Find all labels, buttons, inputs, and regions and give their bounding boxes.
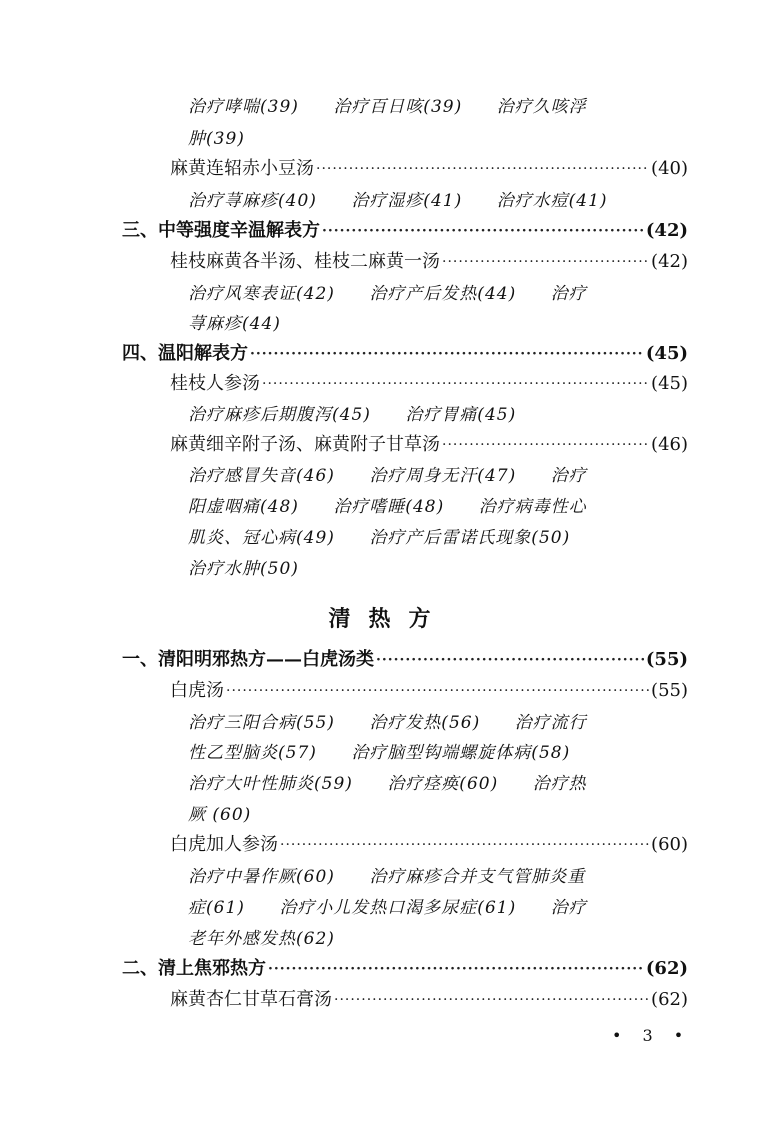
toc-entry-page: (60) <box>651 834 688 855</box>
toc-section-number: 四、 <box>122 343 158 364</box>
toc-note-line <box>188 554 299 584</box>
toc-section-page: (42) <box>645 220 688 241</box>
toc-note: 治疗麻疹后期腹泻(45) <box>188 405 371 425</box>
toc-entry[interactable] <box>170 830 688 860</box>
toc-note: 治疗胃痛(45) <box>405 405 517 425</box>
toc-leader-dots <box>376 645 644 675</box>
toc-note: 治疗周身无汗(47) <box>369 466 517 486</box>
toc-note: 治疗流行 <box>514 713 587 733</box>
toc-note-line <box>188 492 587 522</box>
toc-entry-page: (46) <box>651 434 688 455</box>
toc-note: 治疗水痘(41) <box>496 191 608 211</box>
toc-section-number: 一、 <box>122 649 158 670</box>
toc-note: 治疗脑型钩端螺旋体病(58) <box>351 743 571 763</box>
toc-entry-page: (40) <box>651 158 688 179</box>
toc-note: 治疗产后雷诺氏现象(50) <box>369 528 571 548</box>
toc-note: 治疗产后发热(44) <box>369 284 517 304</box>
toc-note-line <box>188 862 585 892</box>
toc-entry[interactable] <box>170 247 688 277</box>
toc-note-line <box>188 279 587 309</box>
toc-note: 治疗痉痪(60) <box>387 774 499 794</box>
toc-entry-title: 桂枝人参汤 <box>170 373 260 394</box>
toc-note: 治疗 <box>550 898 587 918</box>
toc-note: 治疗发热(56) <box>369 713 481 733</box>
toc-note: 性乙型脑炎(57) <box>188 743 317 763</box>
toc-note-line <box>188 400 516 430</box>
toc-note: 肿(39) <box>188 129 245 149</box>
toc-note-line <box>188 309 281 339</box>
toc-leader-dots <box>226 676 649 706</box>
toc-note-line <box>188 924 335 954</box>
toc-section[interactable] <box>122 954 688 984</box>
toc-note: 治疗三阳合病(55) <box>188 713 335 733</box>
toc-note-line <box>188 769 587 799</box>
toc-entry-page: (45) <box>651 373 688 394</box>
toc-leader-dots <box>268 954 644 984</box>
toc-entry-title: 白虎加人参汤 <box>170 834 278 855</box>
toc-entry[interactable] <box>170 430 688 460</box>
toc-section-page: (62) <box>645 958 688 979</box>
toc-note: 荨麻疹(44) <box>188 314 281 334</box>
toc-section-title: 清上焦邪热方 <box>158 958 266 979</box>
toc-note: 治疗湿疹(41) <box>351 191 463 211</box>
toc-section[interactable] <box>122 216 688 246</box>
toc-note: 症(61) <box>188 898 245 918</box>
toc-entry-title: 麻黄连轺赤小豆汤 <box>170 158 314 179</box>
toc-entry-title: 桂枝麻黄各半汤、桂枝二麻黄一汤 <box>170 251 440 272</box>
toc-note: 治疗感冒失音(46) <box>188 466 335 486</box>
toc-note: 治疗水肿(50) <box>188 559 299 579</box>
toc-note: 治疗大叶性肺炎(59) <box>188 774 353 794</box>
toc-section[interactable] <box>122 339 688 369</box>
page-number: • 3 • <box>612 1026 692 1045</box>
toc-leader-dots <box>250 339 644 369</box>
toc-note-line <box>188 708 587 738</box>
toc-note: 治疗 <box>550 284 587 304</box>
toc-note: 老年外感发热(62) <box>188 929 335 949</box>
toc-entry-title: 白虎汤 <box>170 680 224 701</box>
toc-leader-dots <box>442 430 649 460</box>
toc-section-number: 三、 <box>122 220 158 241</box>
toc-note: 治疗麻疹合并支气管肺炎重 <box>369 867 586 887</box>
toc-entry-page: (62) <box>651 989 688 1010</box>
toc-note-line <box>188 893 587 923</box>
toc-section-page: (55) <box>645 649 688 670</box>
toc-leader-dots <box>262 369 649 399</box>
toc-note: 治疗病毒性心 <box>478 497 587 517</box>
toc-note: 肌炎、冠心病(49) <box>188 528 335 548</box>
toc-note: 治疗嗜睡(48) <box>333 497 445 517</box>
toc-note: 治疗 <box>550 466 587 486</box>
toc-note-line <box>188 186 608 216</box>
toc-section-title: 中等强度辛温解表方 <box>158 220 320 241</box>
toc-note-line <box>188 92 587 122</box>
chapter-heading: 清热方 <box>328 606 449 632</box>
toc-note: 治疗荨麻疹(40) <box>188 191 317 211</box>
toc-note: 治疗久咳浮 <box>496 97 587 117</box>
toc-note-line <box>188 124 245 154</box>
toc-note: 治疗小儿发热口渴多尿症(61) <box>279 898 517 918</box>
toc-leader-dots <box>280 830 649 860</box>
toc-note: 治疗中暑作厥(60) <box>188 867 335 887</box>
toc-leader-dots <box>322 216 644 246</box>
toc-note: 阳虚咽痛(48) <box>188 497 299 517</box>
toc-leader-dots <box>442 247 649 277</box>
toc-entry-page: (42) <box>651 251 688 272</box>
toc-section-number: 二、 <box>122 958 158 979</box>
toc-note-line <box>188 738 570 768</box>
toc-entry-title: 麻黄细辛附子汤、麻黄附子甘草汤 <box>170 434 440 455</box>
toc-entry[interactable] <box>170 985 688 1015</box>
toc-note: 治疗哮喘(39) <box>188 97 299 117</box>
toc-section[interactable] <box>122 645 688 675</box>
toc-note: 治疗风寒表证(42) <box>188 284 335 304</box>
toc-leader-dots <box>334 985 649 1015</box>
toc-entry-page: (55) <box>651 680 688 701</box>
toc-entry-title: 麻黄杏仁甘草石膏汤 <box>170 989 332 1010</box>
toc-entry[interactable] <box>170 154 688 184</box>
toc-note: 治疗热 <box>532 774 587 794</box>
toc-note-line <box>188 461 587 491</box>
toc-section-page: (45) <box>645 343 688 364</box>
toc-note: 治疗百日咳(39) <box>333 97 463 117</box>
toc-section-title: 温阳解表方 <box>158 343 248 364</box>
toc-note-line <box>188 523 570 553</box>
toc-section-title: 清阳明邪热方——白虎汤类 <box>158 649 374 670</box>
toc-entry[interactable] <box>170 676 688 706</box>
toc-leader-dots <box>316 154 649 184</box>
toc-note: 厥 (60) <box>188 805 252 825</box>
toc-entry[interactable] <box>170 369 688 399</box>
toc-note-line <box>188 800 251 830</box>
